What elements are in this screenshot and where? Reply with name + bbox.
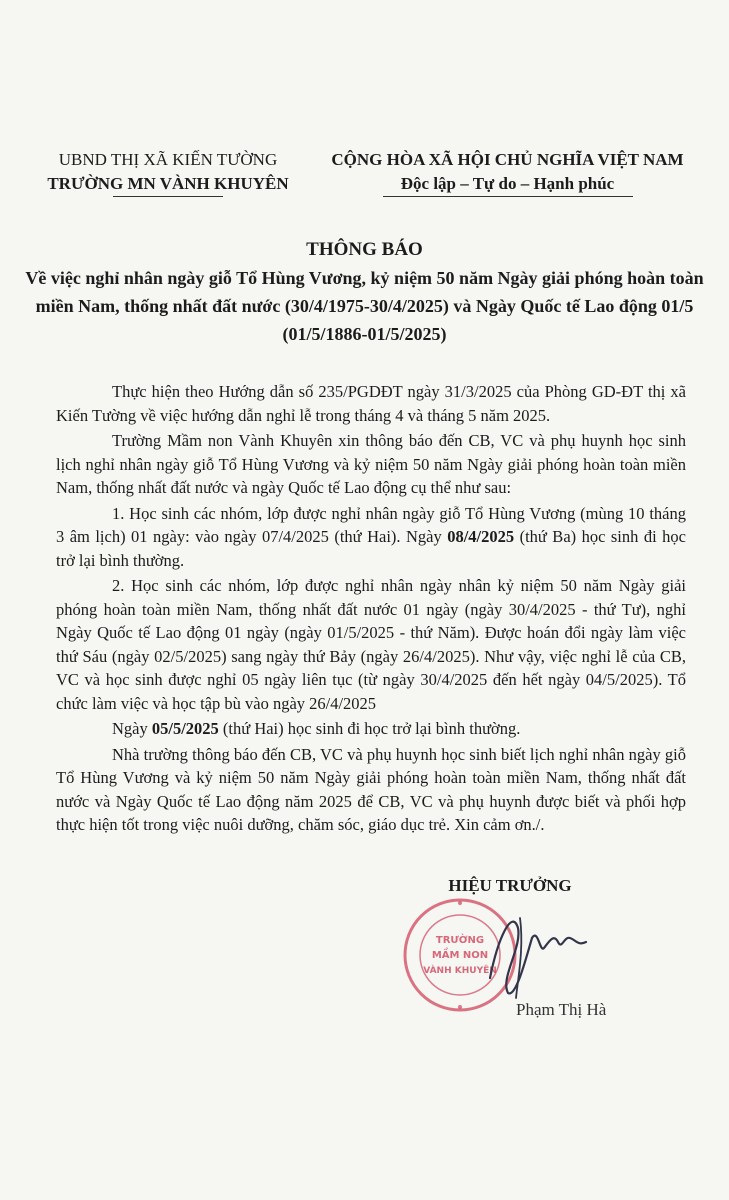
notice-title bbox=[20, 236, 709, 348]
notice-subject: Về việc nghỉ nhân ngày giỗ Tổ Hùng Vương, kỷ niệm 50 năm Ngày giải phóng hoàn toàn miền Nam, thống nhất đất nước (30/4/1975-30/4/2025) và Ngày Quốc tế Lao động 01/5 (01/5/1886-01/5/2025) bbox=[25, 268, 704, 344]
nation-name: CỘNG HÒA XÃ HỘI CHỦ NGHĨA VIỆT NAM bbox=[331, 150, 684, 169]
paragraph-return bbox=[56, 717, 686, 741]
item-1-text: 1. Học sinh các nhóm, lớp được nghỉ nhân ngày giỗ Tổ Hùng Vương (mùng 10 tháng 3 âm lịch) 01 ngày: vào ngày 07/4/2025 (thứ Hai). Ngày bbox=[56, 503, 686, 546]
paragraph-closing: Nhà trường thông báo đến CB, VC và phụ huynh học sinh biết lịch nghỉ nhân ngày giỗ Tổ Hùng Vương và kỷ niệm 50 năm Ngày giải phóng hoàn toàn miền Nam, thống nhất đất nước và Ngày Quốc tế Lao động năm 2025 để CB, VC và phụ huynh được biết và phối hợp thực hiện tốt trong việc nuôi dưỡng, chăm sóc, giáo dục trẻ. Xin cảm ơn./. bbox=[56, 744, 686, 834]
school-name: TRƯỜNG MN VÀNH KHUYÊN bbox=[47, 174, 289, 193]
motto-underline bbox=[383, 196, 633, 197]
agency-name: UBND THỊ XÃ KIẾN TƯỜNG bbox=[58, 150, 278, 169]
svg-text:TRƯỜNG: TRƯỜNG bbox=[435, 935, 485, 946]
item-1-text-end: (thứ Ba) học sinh đi học trở lại bình thường. bbox=[56, 527, 686, 570]
svg-text:VÀNH KHUYÊN: VÀNH KHUYÊN bbox=[423, 966, 497, 976]
paragraph-item-2: 2. Học sinh các nhóm, lớp được nghỉ nhân ngày nhân kỷ niệm 50 năm Ngày giải phóng hoàn toàn miền Nam, thống nhất đất nước 01 ngày (ngày 30/4/2025 - thứ Tư), nghỉ Ngày Quốc tế Lao động 01 ngày (ngày 01/5/2025 - thứ Năm). Được hoán đổi ngày làm việc thứ Sáu (ngày 02/5/2025) sang ngày thứ Bảy (ngày 26/4/2025). Như vậy, việc nghỉ lễ của CB, VC và học sinh được nghỉ 05 ngày liên tục (từ ngày 30/4/2025 đến hết ngày 04/5/2025). Tổ chức làm việc và học tập bù vào ngày 26/4/2025 bbox=[56, 576, 686, 713]
return-text: Ngày bbox=[112, 719, 152, 738]
signer-title: HIỆU TRƯỞNG bbox=[448, 876, 572, 895]
item-1-return-date: 08/4/2025 bbox=[447, 527, 515, 546]
national-header bbox=[300, 148, 715, 197]
issuer-header bbox=[28, 148, 308, 197]
paragraph-intro: Trường Mầm non Vành Khuyên xin thông báo đến CB, VC và phụ huynh học sinh lịch nghỉ nhân ngày giỗ Tổ Hùng Vương và kỷ niệm 50 năm Ngày giải phóng hoàn toàn miền Nam, thống nhất đất nước và ngày Quốc tế Lao động cụ thể như sau: bbox=[56, 431, 686, 497]
notice-body bbox=[56, 380, 686, 839]
signer-name: Phạm Thị Hà bbox=[516, 1000, 607, 1019]
svg-text:MẦM NON: MẦM NON bbox=[431, 950, 489, 961]
paragraph-reference: Thực hiện theo Hướng dẫn số 235/PGDĐT ngày 31/3/2025 của Phòng GD-ĐT thị xã Kiến Tường về việc hướng dẫn nghỉ lễ trong tháng 4 và tháng 5 năm 2025. bbox=[56, 382, 686, 425]
signature-scribble bbox=[460, 898, 600, 1008]
paragraph-item-1 bbox=[56, 502, 686, 573]
return-date: 05/5/2025 bbox=[151, 719, 219, 738]
return-text-end: (thứ Hai) học sinh đi học trở lại bình thường. bbox=[218, 719, 521, 738]
school-underline bbox=[113, 196, 223, 197]
national-motto: Độc lập – Tự do – Hạnh phúc bbox=[400, 174, 615, 193]
notice-heading: THÔNG BÁO bbox=[306, 239, 423, 260]
